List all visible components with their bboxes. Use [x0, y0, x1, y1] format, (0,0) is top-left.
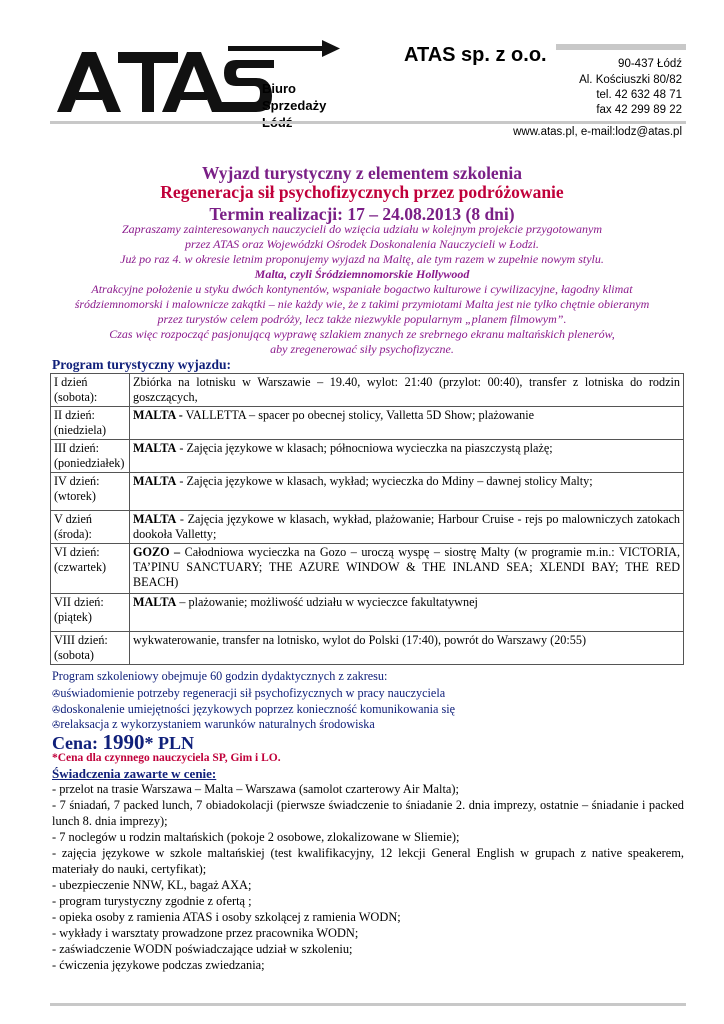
program-text: – plażowanie; możliwość udziału w wycieczce fakultatywnej: [176, 595, 478, 609]
program-weekday: (środa):: [54, 527, 92, 541]
service-item-6: - program turystyczny zgodnie z ofertą ;: [52, 894, 252, 908]
training-bullet-2: [52, 702, 455, 717]
intro-line-9: aby zregenerować siły psychofizyczne.: [270, 342, 454, 356]
program-weekday: (sobota): [54, 648, 94, 662]
program-day: [51, 473, 130, 511]
program-day-label: V dzień: [54, 512, 93, 526]
program-row: [51, 594, 684, 632]
title-trip: Wyjazd turystyczny z elementem szkolenia: [201, 163, 523, 183]
price-amount: 1990: [102, 730, 145, 754]
program-text: Zbiórka na lotnisku w Warszawie – 19.40, wylot: 21:40 (przylot: 00:40), transfer z lotniska do rodzin goszczących,: [133, 375, 680, 404]
program-day: [51, 544, 130, 594]
program-row: [51, 374, 684, 407]
bullet-text: uświadomienie potrzeby regeneracji sił psychofizycznych w pracy nauczyciela: [60, 686, 446, 700]
footer-divider: [50, 1003, 686, 1006]
bullet-icon: ✇: [52, 720, 61, 731]
program-day-label: I dzień: [54, 375, 88, 389]
price-label: Cena:: [52, 733, 103, 753]
price-note: *Cena dla czynnego nauczyciela SP, Gim i LO.: [52, 752, 281, 764]
address-street-city: 90-437 Łódź: [618, 58, 682, 70]
logo-sub-line-1: Biuro: [262, 81, 296, 96]
program-description: [130, 511, 684, 544]
program-row: [51, 544, 684, 594]
program-description: [130, 632, 684, 665]
program-description: [130, 440, 684, 473]
program-day: [51, 440, 130, 473]
program-description: [130, 473, 684, 511]
service-item-4: - zajęcia językowe w szkole maltańskiej (test kwalifikacyjny, 12 lekcji General English w grupach z native speakerem, materiały do nauki, certyfikat);: [52, 846, 684, 876]
program-row: [51, 473, 684, 511]
program-text: - Zajęcia językowe w klasach, wykład, plażowanie; Harbour Cruise - rejs po malowniczych zatokach dookoła Valletty;: [133, 512, 680, 541]
program-location: MALTA: [133, 512, 177, 526]
title-theme: Regeneracja sił psychofizycznych przez podróżowanie: [160, 182, 564, 202]
program-location: MALTA -: [133, 408, 183, 422]
fax: fax 42 299 89 22: [596, 104, 682, 116]
bullet-text: doskonalenie umiejętności językowych poprzez konieczność komunikowania się: [60, 702, 456, 716]
intro-line-5: Atrakcyjne położenie u styku dwóch kontynentów, wspaniałe bogactwo kulturowe i cywilizacyjne, łagodny klimat: [91, 282, 633, 296]
header-divider: [50, 121, 686, 124]
service-item-5: - ubezpieczenie NNW, KL, bagaż AXA;: [52, 878, 252, 892]
program-day: [51, 374, 130, 407]
program-weekday: (poniedziałek): [54, 456, 125, 470]
program-weekday: (czwartek): [54, 560, 107, 574]
program-description: [130, 594, 684, 632]
bullet-icon: ✇: [52, 705, 61, 716]
program-day-label: VIII dzień:: [54, 633, 108, 647]
program-row: [51, 407, 684, 440]
intro-line-7: przez turystów celem podróży, lecz także niezwykle popularnym „planem filmowym”.: [157, 312, 567, 326]
price-currency: * PLN: [144, 733, 194, 753]
program-weekday: (sobota):: [54, 390, 98, 404]
program-weekday: (niedziela): [54, 423, 107, 437]
program-table: [50, 373, 684, 665]
program-day-label: III dzień:: [54, 441, 100, 455]
program-location: MALTA: [133, 474, 177, 488]
logo-sub-line-2: Sprzedaży: [262, 98, 327, 113]
intro-line-2: przez ATAS oraz Wojewódzki Ośrodek Doskonalenia Nauczycieli w Łodzi.: [185, 237, 539, 251]
title-dates: Termin realizacji: 17 – 24.08.2013 (8 dni): [209, 204, 515, 224]
bullet-text: relaksacja z wykorzystaniem warunków naturalnych środowiska: [60, 717, 375, 731]
program-row: [51, 440, 684, 473]
header-divider-top: [556, 44, 686, 50]
service-item-3: - 7 noclegów u rodzin maltańskich (pokoje 2 osobowe, zlokalizowane w Sliemie);: [52, 830, 460, 844]
address-street: Al. Kościuszki 80/82: [579, 74, 682, 86]
program-day: [51, 407, 130, 440]
service-item-9: - zaświadczenie WODN poświadczające udział w szkoleniu;: [52, 942, 353, 956]
intro-line-1: Zapraszamy zainteresowanych nauczycieli do wzięcia udziału w kolejnym projekcie przygotowanym: [121, 222, 603, 236]
intro-line-8: Czas więc rozpocząć pasjonującą wyprawę szlakiem znanych ze srebrnego ekranu maltańskich plenerów,: [109, 327, 615, 341]
program-day-label: II dzień:: [54, 408, 95, 422]
intro-line-6: śródziemnomorski i malownicze zakątki – nie każdy wie, że z takimi przymiotami Malta jest nie tylko chętnie obieranym: [74, 297, 650, 311]
services-title: Świadczenia zawarte w cenie:: [52, 766, 217, 781]
training-bullet-1: [52, 686, 445, 701]
intro-line-3: Już po raz 4. w okresie letnim proponujemy wyjazd na Maltę, ale tym razem w zupełnie nowym stylu.: [120, 252, 604, 266]
phone: tel. 42 632 48 71: [596, 89, 682, 101]
service-item-8: - wykłady i warsztaty prowadzone przez pracownika WODN;: [52, 926, 359, 940]
program-location: MALTA: [133, 595, 177, 609]
bullet-icon: ✇: [52, 689, 61, 700]
program-row: [51, 511, 684, 544]
service-item-1: - przelot na trasie Warszawa – Malta – Warszawa (samolot czarterowy Air Malta);: [52, 782, 459, 796]
program-day-label: IV dzień:: [54, 474, 100, 488]
program-row: [51, 632, 684, 665]
service-item-7: - opieka osoby z ramienia ATAS i osoby szkolącej z ramienia WODN;: [52, 910, 401, 924]
program-text: wykwaterowanie, transfer na lotnisko, wylot do Polski (17:40), powrót do Warszawy (20:55): [133, 633, 587, 647]
program-day: [51, 594, 130, 632]
web-contact[interactable]: www.atas.pl, e-mail:lodz@atas.pl: [513, 126, 682, 138]
program-text: Całodniowa wycieczka na Gozo – uroczą wyspę – siostrę Malty (w programie m.in.: VICTORIA, TA’PINU SANCTUARY; THE AZURE WINDOW & THE INLAND SEA; XLENDI BAY; THE RED BEACH): [133, 545, 680, 589]
program-day-label: VII dzień:: [54, 595, 104, 609]
intro-heading: Malta, czyli Śródziemnomorskie Hollywood: [254, 267, 470, 281]
program-text: VALLETTA – spacer po obecnej stolicy, Valletta 5D Show; plażowanie: [182, 408, 535, 422]
program-title: Program turystyczny wyjazdu:: [52, 357, 231, 372]
program-weekday: (wtorek): [54, 489, 96, 503]
training-intro: Program szkoleniowy obejmuje 60 godzin dydaktycznych z zakresu:: [52, 669, 388, 683]
program-text: - Zajęcia językowe w klasach; północniowa wycieczka na piaszczystą plażę;: [176, 441, 553, 455]
company-name: ATAS sp. z o.o.: [404, 44, 547, 66]
program-day: [51, 632, 130, 665]
program-day: [51, 511, 130, 544]
program-day-label: VI dzień:: [54, 545, 100, 559]
program-location: MALTA: [133, 441, 177, 455]
program-description: [130, 374, 684, 407]
program-text: - Zajęcia językowe w klasach, wykład; wycieczka do Mdiny – dawnej stolicy Malty;: [176, 474, 593, 488]
service-item-2: - 7 śniadań, 7 packed lunch, 7 obiadokolacji (pierwsze świadczenie to śniadanie 2. dnia imprezy, ostatnie – śniadanie i packed lunch 8. dnia imprezy);: [52, 798, 684, 828]
program-weekday: (piątek): [54, 610, 92, 624]
program-description: [130, 407, 684, 440]
program-location: GOZO –: [133, 545, 181, 559]
service-item-10: - ćwiczenia językowe podczas zwiedzania;: [52, 958, 265, 972]
program-description: [130, 544, 684, 594]
